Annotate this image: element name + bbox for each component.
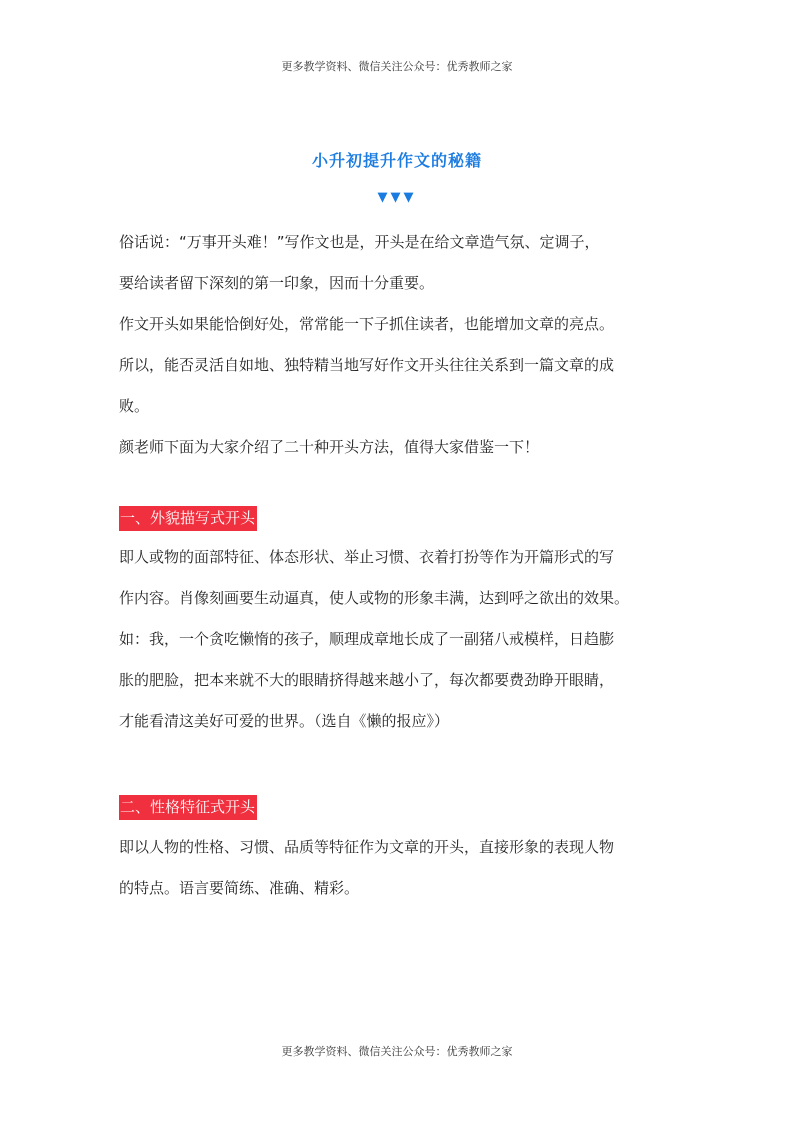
section-body-appearance bbox=[119, 537, 679, 742]
body-line: 胀的肥脸，把本来就不大的眼睛挤得越来越小了，每次都要费劲睁开眼睛， bbox=[119, 671, 615, 689]
intro-line: 败。 bbox=[119, 397, 150, 415]
document-title: 小升初提升作文的秘籍 bbox=[311, 151, 482, 170]
page-header: 更多教学资料、微信关注公众号：优秀教师之家 bbox=[281, 60, 513, 73]
body-line: 即人或物的面部特征、体态形状、举止习惯、衣着打扮等作为开篇形式的写 bbox=[119, 548, 615, 566]
body-line: 即以人物的性格、习惯、品质等特征作为文章的开头，直接形象的表现人物 bbox=[119, 838, 615, 856]
intro-line: 作文开头如果能恰倒好处，常常能一下子抓住读者，也能增加文章的亮点。 bbox=[119, 315, 615, 333]
body-line: 作内容。肖像刻画要生动逼真，使人或物的形象丰满，达到呼之欲出的效果。 bbox=[119, 589, 630, 607]
section-heading-personality: 二、性格特征式开头 bbox=[119, 795, 257, 820]
section-body-personality bbox=[119, 827, 679, 909]
section-heading-appearance: 一、外貌描写式开头 bbox=[119, 506, 257, 531]
page-footer: 更多教学资料、微信关注公众号：优秀教师之家 bbox=[281, 1045, 513, 1058]
body-line: 的特点。语言要简练、准确、精彩。 bbox=[119, 879, 360, 897]
body-line: 才能看清这美好可爱的世界。（选自《懒的报应》） bbox=[119, 712, 450, 730]
intro-line: 颜老师下面为大家介绍了二十种开头方法，值得大家借鉴一下！ bbox=[119, 438, 540, 456]
intro-paragraph bbox=[119, 222, 679, 468]
title-arrows-decoration: ▼▼▼ bbox=[377, 190, 417, 205]
intro-line: 俗话说：“万事开头难！”写作文也是，开头是在给文章造气氛、定调子， bbox=[119, 233, 600, 251]
body-line: 如：我，一个贪吃懒惰的孩子，顺理成章地长成了一副猪八戒模样，日趋膨 bbox=[119, 630, 615, 648]
intro-line: 要给读者留下深刻的第一印象，因而十分重要。 bbox=[119, 274, 435, 292]
intro-line: 所以，能否灵活自如地、独特精当地写好作文开头往往关系到一篇文章的成 bbox=[119, 356, 615, 374]
